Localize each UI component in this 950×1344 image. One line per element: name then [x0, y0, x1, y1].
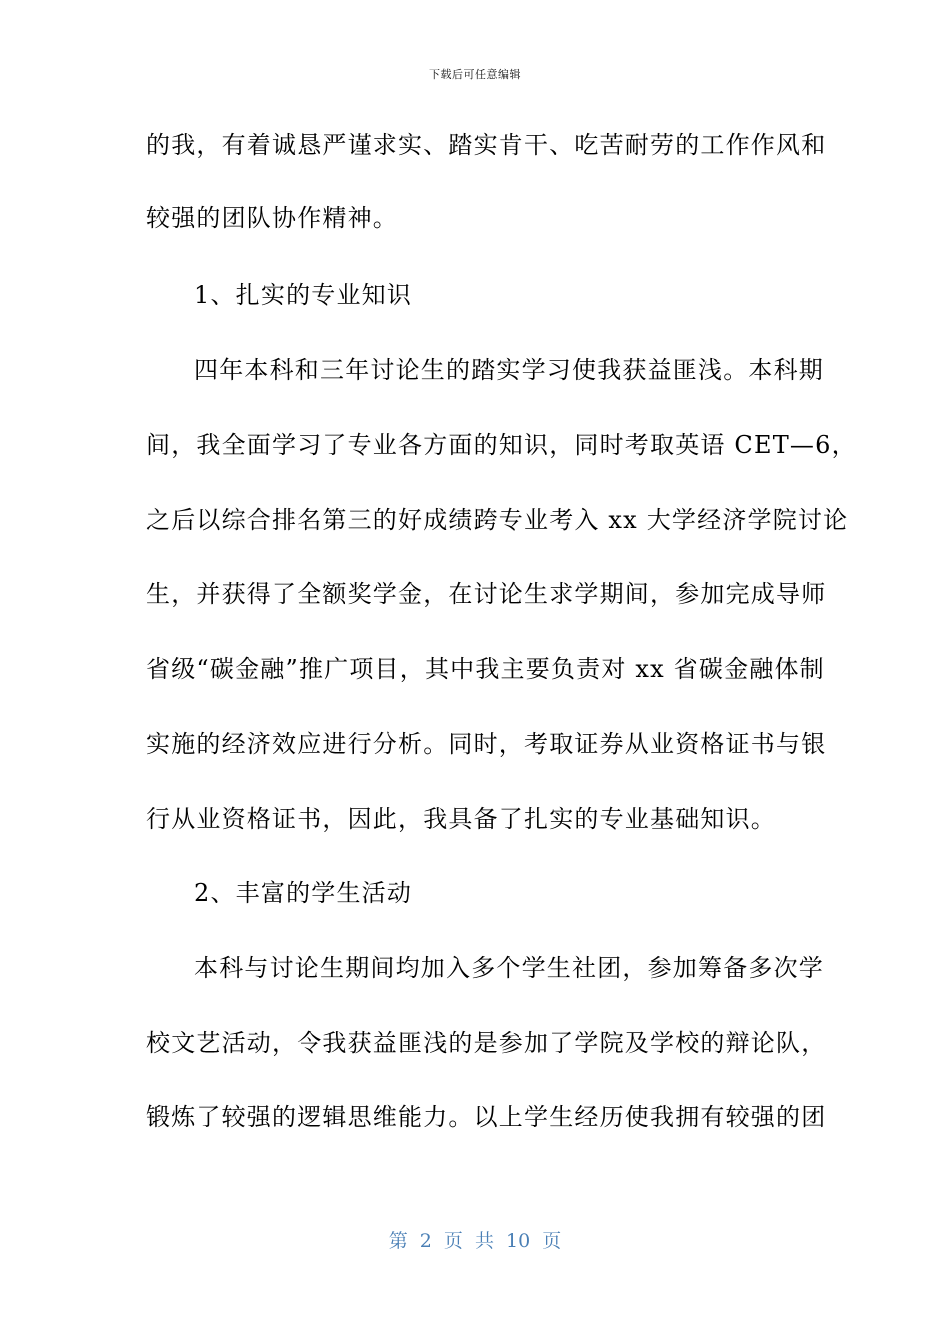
body-line: 较强的团队协作精神。: [146, 204, 398, 232]
body-line: 本科与讨论生期间均加入多个学生社团，参加筹备多次学: [194, 954, 824, 982]
page-header: 下载后可任意编辑: [429, 68, 521, 81]
section-heading: 1、扎实的专业知识: [194, 281, 413, 309]
body-line: 之后以综合排名第三的好成绩跨专业考入 xx 大学经济学院讨论: [146, 506, 849, 534]
body-line: 间，我全面学习了专业各方面的知识，同时考取英语 CET—6，: [146, 431, 857, 459]
body-line: 实施的经济效应进行分析。同时，考取证券从业资格证书与银: [146, 730, 827, 758]
body-line: 锻炼了较强的逻辑思维能力。以上学生经历使我拥有较强的团: [146, 1103, 827, 1131]
body-line: 校文艺活动，令我获益匪浅的是参加了学院及学校的辩论队，: [146, 1029, 827, 1057]
page-number-footer: 第 2 页 共 10 页: [388, 1230, 562, 1252]
body-line: 四年本科和三年讨论生的踏实学习使我获益匪浅。本科期: [194, 356, 824, 384]
body-line: 省级“碳金融”推广项目，其中我主要负责对 xx 省碳金融体制: [146, 655, 825, 683]
body-line: 行从业资格证书，因此，我具备了扎实的专业基础知识。: [146, 805, 776, 833]
body-line: 生，并获得了全额奖学金，在讨论生求学期间，参加完成导师: [146, 580, 827, 608]
section-heading: 2、丰富的学生活动: [194, 879, 413, 907]
body-line: 的我，有着诚恳严谨求实、踏实肯干、吃苦耐劳的工作作风和: [146, 131, 827, 159]
